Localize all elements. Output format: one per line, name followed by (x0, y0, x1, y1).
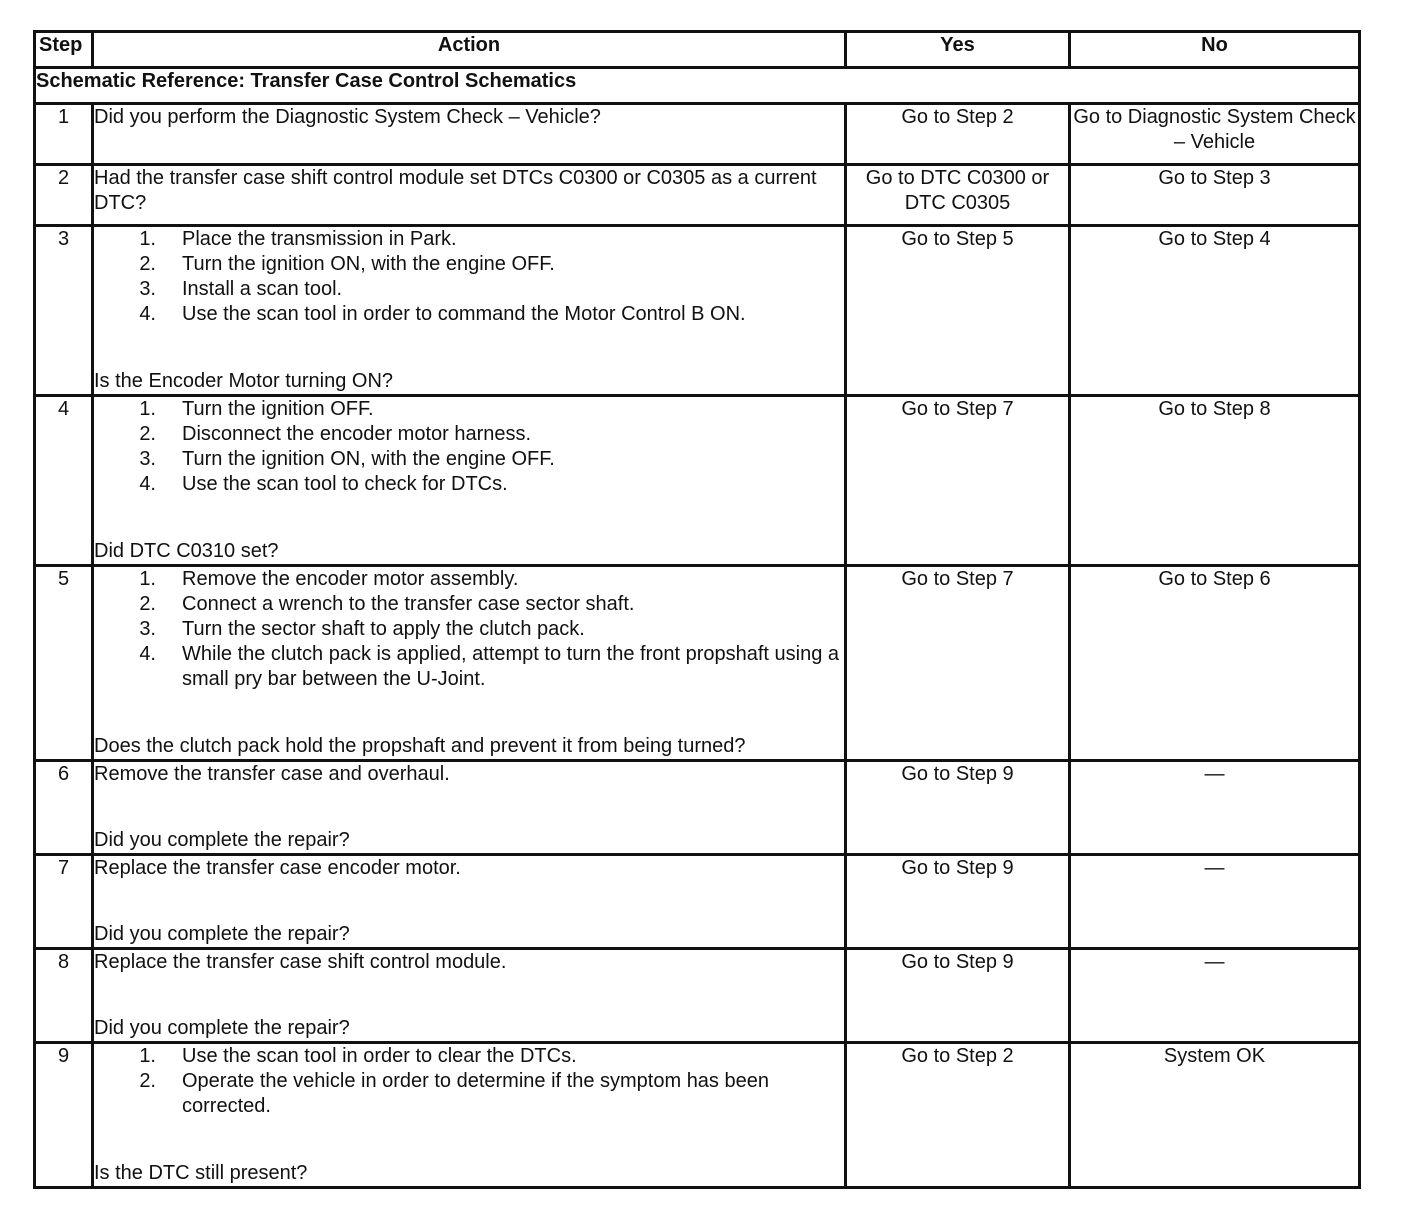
action-cell (93, 104, 846, 165)
no-cell: Go to Step 6 (1070, 566, 1360, 761)
table-row (35, 855, 1360, 949)
yes-cell: Go to Step 9 (846, 949, 1070, 1043)
list-item: 4. While the clutch pack is applied, attempt to turn the front propshaft using a small pry bar between the U-Joint. (139, 643, 840, 690)
list-item: 4. Use the scan tool in order to command the Motor Control B ON. (139, 303, 746, 325)
table-row (35, 1043, 1360, 1188)
action-question: Does the clutch pack hold the propshaft and prevent it from being turned? (94, 735, 746, 757)
yes-cell: Go to Step 9 (846, 761, 1070, 855)
list-item: 2. Disconnect the encoder motor harness. (139, 423, 532, 445)
action-instruction: Replace the transfer case shift control module. (94, 951, 507, 973)
no-cell: Go to Step 4 (1070, 226, 1360, 396)
action-question: Did you complete the repair? (94, 829, 350, 851)
header-action: Action (93, 32, 846, 68)
action-cell (93, 949, 846, 1043)
list-item: 3. Turn the sector shaft to apply the clutch pack. (139, 618, 585, 640)
list-item: 1. Use the scan tool in order to clear the DTCs. (139, 1045, 577, 1067)
step-number: 1 (35, 104, 93, 165)
list-item: 4. Use the scan tool to check for DTCs. (139, 473, 508, 495)
action-question: Had the transfer case shift control module set DTCs C0300 or C0305 as a current DTC? (94, 167, 817, 214)
no-result-dash: — (1204, 763, 1225, 785)
step-number: 9 (35, 1043, 93, 1188)
action-question: Is the DTC still present? (94, 1162, 308, 1184)
list-item: 2. Connect a wrench to the transfer case sector shaft. (139, 593, 635, 615)
no-result-dash: — (1204, 951, 1225, 973)
table-row (35, 226, 1360, 396)
step-number: 5 (35, 566, 93, 761)
step-number: 7 (35, 855, 93, 949)
table-header-row (35, 32, 1360, 68)
yes-cell: Go to Step 2 (846, 104, 1070, 165)
list-item: 2. Turn the ignition ON, with the engine OFF. (139, 253, 555, 275)
list-item: 1. Place the transmission in Park. (139, 228, 457, 250)
action-cell (93, 1043, 846, 1188)
instruction-list (94, 227, 844, 327)
list-item: 1. Turn the ignition OFF. (139, 398, 374, 420)
instruction-list (94, 1044, 844, 1119)
action-question: Did you complete the repair? (94, 1017, 350, 1039)
no-cell: Go to Diagnostic System Check – Vehicle (1070, 104, 1360, 165)
action-question: Is the Encoder Motor turning ON? (94, 370, 394, 392)
step-number: 8 (35, 949, 93, 1043)
table-row (35, 165, 1360, 226)
action-cell (93, 165, 846, 226)
header-no: No (1070, 32, 1360, 68)
table-row (35, 566, 1360, 761)
yes-cell: Go to Step 7 (846, 566, 1070, 761)
step-number: 2 (35, 165, 93, 226)
no-result-dash: — (1204, 857, 1225, 879)
list-item: 2. Operate the vehicle in order to determine if the symptom has been corrected. (139, 1070, 769, 1117)
table-row (35, 104, 1360, 165)
instruction-list (94, 567, 844, 692)
diagnostic-table (33, 30, 1361, 1189)
no-cell (1070, 761, 1360, 855)
table-row (35, 949, 1360, 1043)
action-cell (93, 761, 846, 855)
action-question: Did you perform the Diagnostic System Check – Vehicle? (94, 106, 601, 128)
table-row (35, 761, 1360, 855)
table-row (35, 396, 1360, 566)
schematic-reference: Schematic Reference: Transfer Case Control Schematics (35, 68, 1360, 104)
action-instruction: Remove the transfer case and overhaul. (94, 763, 450, 785)
yes-cell: Go to Step 9 (846, 855, 1070, 949)
schematic-reference-row (35, 68, 1360, 104)
yes-cell: Go to DTC C0300 or DTC C0305 (846, 165, 1070, 226)
list-item: 3. Install a scan tool. (139, 278, 343, 300)
yes-cell: Go to Step 7 (846, 396, 1070, 566)
action-question: Did DTC C0310 set? (94, 540, 279, 562)
header-step: Step (35, 32, 93, 68)
action-cell (93, 855, 846, 949)
no-cell: System OK (1070, 1043, 1360, 1188)
no-cell (1070, 949, 1360, 1043)
no-cell: Go to Step 8 (1070, 396, 1360, 566)
step-number: 3 (35, 226, 93, 396)
yes-cell: Go to Step 2 (846, 1043, 1070, 1188)
list-item: 3. Turn the ignition ON, with the engine OFF. (139, 448, 555, 470)
action-instruction: Replace the transfer case encoder motor. (94, 857, 461, 879)
action-cell (93, 396, 846, 566)
action-cell (93, 226, 846, 396)
yes-cell: Go to Step 5 (846, 226, 1070, 396)
no-cell (1070, 855, 1360, 949)
action-question: Did you complete the repair? (94, 923, 350, 945)
step-number: 4 (35, 396, 93, 566)
step-number: 6 (35, 761, 93, 855)
action-cell (93, 566, 846, 761)
instruction-list (94, 397, 844, 497)
header-yes: Yes (846, 32, 1070, 68)
no-cell: Go to Step 3 (1070, 165, 1360, 226)
list-item: 1. Remove the encoder motor assembly. (139, 568, 519, 590)
